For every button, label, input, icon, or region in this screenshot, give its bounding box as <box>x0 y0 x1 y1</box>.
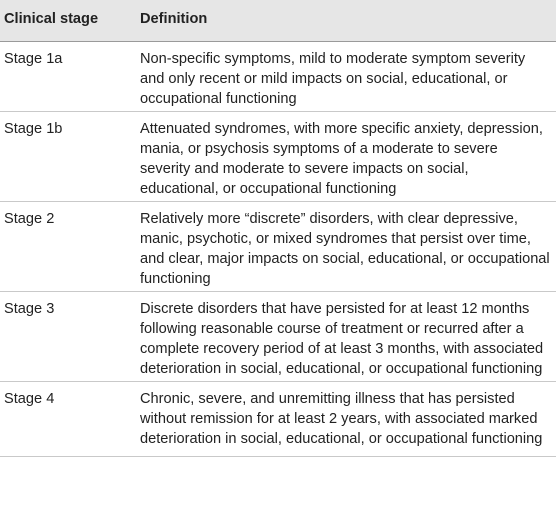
header-clinical-stage: Clinical stage <box>4 11 99 27</box>
stage-cell: Stage 4 <box>0 382 140 457</box>
table-row <box>0 382 556 457</box>
table-row <box>0 42 556 112</box>
header-definition: Definition <box>140 11 208 27</box>
stage-cell: Stage 1b <box>0 112 140 202</box>
table-row <box>0 202 556 292</box>
definition-cell: Attenuated syndromes, with more specific anxiety, depression, mania, or psychosis symptoms of a moderate to severe severity and moderate to severe impacts on social, educational, or occupational functioning <box>140 112 556 202</box>
table-header <box>0 0 556 42</box>
table-body <box>0 42 556 457</box>
definition-cell: Discrete disorders that have persisted for at least 12 months following reasonable course of treatment or recurred after a complete recovery period of at least 3 months, with associated deterioration in social, educational, or occupational functioning <box>140 292 556 382</box>
definition-cell: Chronic, severe, and unremitting illness that has persisted without remission for at least 2 years, with associated marked deterioration in social, educational, or occupational functioning <box>140 382 556 457</box>
table-row <box>0 112 556 202</box>
stage-cell: Stage 3 <box>0 292 140 382</box>
header-row <box>0 0 556 42</box>
stage-cell: Stage 2 <box>0 202 140 292</box>
definition-cell: Non-specific symptoms, mild to moderate symptom severity and only recent or mild impacts on social, educational, or occupational functioning <box>140 42 556 112</box>
table-row <box>0 292 556 382</box>
stage-cell: Stage 1a <box>0 42 140 112</box>
definition-cell: Relatively more “discrete” disorders, with clear depressive, manic, psychotic, or mixed syndromes that persist over time, and clear, major impacts on social, educational, or occupational functioning <box>140 202 556 292</box>
